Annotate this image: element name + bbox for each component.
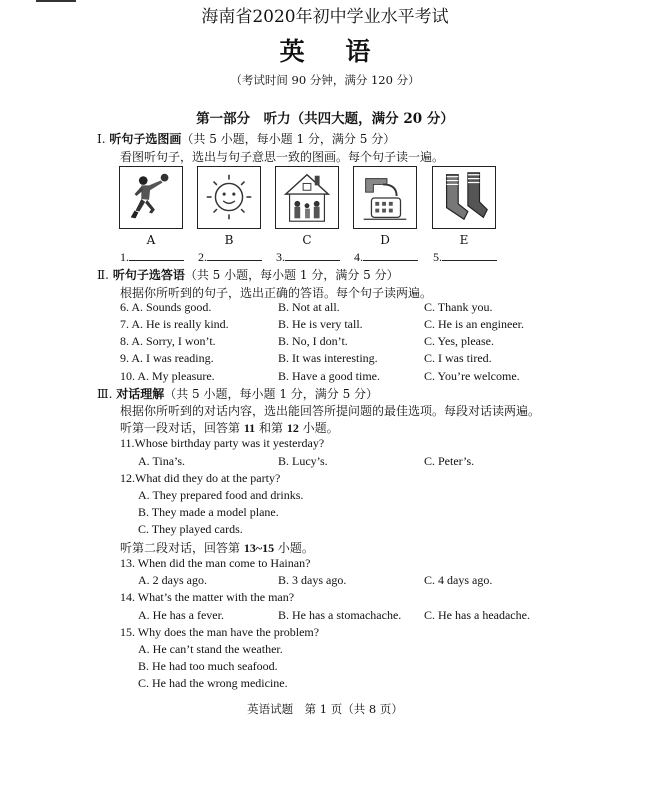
option-12c[interactable]: C. They played cards. xyxy=(138,522,243,536)
sewing-machine-icon xyxy=(354,167,416,228)
option-14b[interactable]: B. He has a stomachache. xyxy=(278,608,402,622)
picture-label-e: E xyxy=(459,233,469,247)
picture-a xyxy=(119,166,183,229)
option-11b[interactable]: B. Lucy’s. xyxy=(278,454,328,468)
option-10c[interactable]: C. You’re welcome. xyxy=(424,369,520,383)
option-13a[interactable]: A. 2 days ago. xyxy=(138,573,207,587)
option-10a[interactable]: 10. A. My pleasure. xyxy=(120,369,215,383)
option-8c[interactable]: C. Yes, please. xyxy=(424,334,495,348)
answer-blank-2[interactable]: 2. xyxy=(198,249,262,265)
option-6a[interactable]: 6. A. Sounds good. xyxy=(120,300,212,314)
picture-c xyxy=(275,166,339,229)
section3-note: （共 5 小题，每小题 1 分，满分 5 分） xyxy=(164,387,379,401)
picture-label-a: A xyxy=(146,233,156,247)
picture-label-b: B xyxy=(224,233,234,247)
section2-number: Ⅱ. xyxy=(97,268,109,282)
option-13c[interactable]: C. 4 days ago. xyxy=(424,573,493,587)
section2-title: 听句子选答语 xyxy=(112,268,185,282)
option-13b[interactable]: B. 3 days ago. xyxy=(278,573,347,587)
section1-note: （共 5 小题，每小题 1 分，满分 5 分） xyxy=(181,132,396,146)
section1-number: Ⅰ. xyxy=(97,132,106,146)
option-15a[interactable]: A. He can’t stand the weather. xyxy=(138,642,283,656)
family-house-icon xyxy=(276,167,338,228)
option-12b[interactable]: B. They made a model plane. xyxy=(138,505,279,519)
exam-title: 海南省2020年初中学业水平考试 xyxy=(201,7,449,27)
section3-instruction: 根据你所听到的对话内容，选出能回答所提问题的最佳选项。每段对话读两遍。 xyxy=(120,404,541,418)
section2-heading xyxy=(97,266,399,283)
option-8a[interactable]: 8. A. Sorry, I won’t. xyxy=(120,334,216,348)
socks-icon xyxy=(433,167,495,228)
smiling-sun-icon xyxy=(198,167,260,228)
option-7b[interactable]: B. He is very tall. xyxy=(278,317,363,331)
option-9c[interactable]: C. I was tired. xyxy=(424,351,492,365)
option-6c[interactable]: C. Thank you. xyxy=(424,300,493,314)
section2-instruction: 根据你所听到的句子，选出正确的答语。每个句子读两遍。 xyxy=(120,286,433,300)
option-14a[interactable]: A. He has a fever. xyxy=(138,608,224,622)
dialog1-heading: 听第一段对话，回答第 11 和第 12 小题。 xyxy=(120,421,339,435)
question-13-stem: 13. When did the man come to Hainan? xyxy=(120,556,311,570)
section1-title: 听句子选图画 xyxy=(109,132,182,146)
question-14-stem: 14. What’s the matter with the man? xyxy=(120,590,295,604)
option-14c[interactable]: C. He has a headache. xyxy=(424,608,530,622)
question-12-stem: 12.What did they do at the party? xyxy=(120,471,281,485)
option-7c[interactable]: C. He is an engineer. xyxy=(424,317,524,331)
section2-note: （共 5 小题，每小题 1 分，满分 5 分） xyxy=(184,268,399,282)
question-11-stem: 11.Whose birthday party was it yesterday? xyxy=(120,436,325,450)
option-6b[interactable]: B. Not at all. xyxy=(278,300,340,314)
part1-title: 第一部分 听力（共四大题，满分 20 分） xyxy=(196,111,454,127)
option-15b[interactable]: B. He had too much seafood. xyxy=(138,659,278,673)
time-note: （考试时间 90 分钟，满分 120 分） xyxy=(230,73,420,87)
picture-d xyxy=(353,166,417,229)
subject-title: 英 语 xyxy=(279,37,387,66)
section3-heading xyxy=(97,385,378,402)
answer-blank-1[interactable]: 1. xyxy=(120,249,184,265)
option-11a[interactable]: A. Tina’s. xyxy=(138,454,186,468)
question-15-stem: 15. Why does the man have the problem? xyxy=(120,625,320,639)
option-10b[interactable]: B. Have a good time. xyxy=(278,369,380,383)
picture-b xyxy=(197,166,261,229)
option-8b[interactable]: B. No, I don’t. xyxy=(278,334,348,348)
dialog2-heading: 听第二段对话，回答第 13~15 小题。 xyxy=(120,541,314,555)
option-15c[interactable]: C. He had the wrong medicine. xyxy=(138,676,288,690)
page-footer: 英语试题 第 1 页（共 8 页） xyxy=(247,702,403,716)
answer-blank-5[interactable]: 5. xyxy=(433,249,497,265)
section3-title: 对话理解 xyxy=(116,387,165,401)
picture-label-c: C xyxy=(302,233,312,247)
basketball-player-icon xyxy=(120,167,182,228)
answer-blank-4[interactable]: 4. xyxy=(354,249,418,265)
option-9a[interactable]: 9. A. I was reading. xyxy=(120,351,214,365)
section3-number: Ⅲ. xyxy=(97,387,113,401)
section1-heading xyxy=(97,130,395,147)
picture-label-d: D xyxy=(380,233,390,247)
option-9b[interactable]: B. It was interesting. xyxy=(278,351,378,365)
option-7a[interactable]: 7. A. He is really kind. xyxy=(120,317,229,331)
option-11c[interactable]: C. Peter’s. xyxy=(424,454,475,468)
option-12a[interactable]: A. They prepared food and drinks. xyxy=(138,488,304,502)
section1-instruction: 看图听句子，选出与句子意思一致的图画。每个句子读一遍。 xyxy=(120,150,445,164)
answer-blank-3[interactable]: 3. xyxy=(276,249,340,265)
picture-e xyxy=(432,166,496,229)
